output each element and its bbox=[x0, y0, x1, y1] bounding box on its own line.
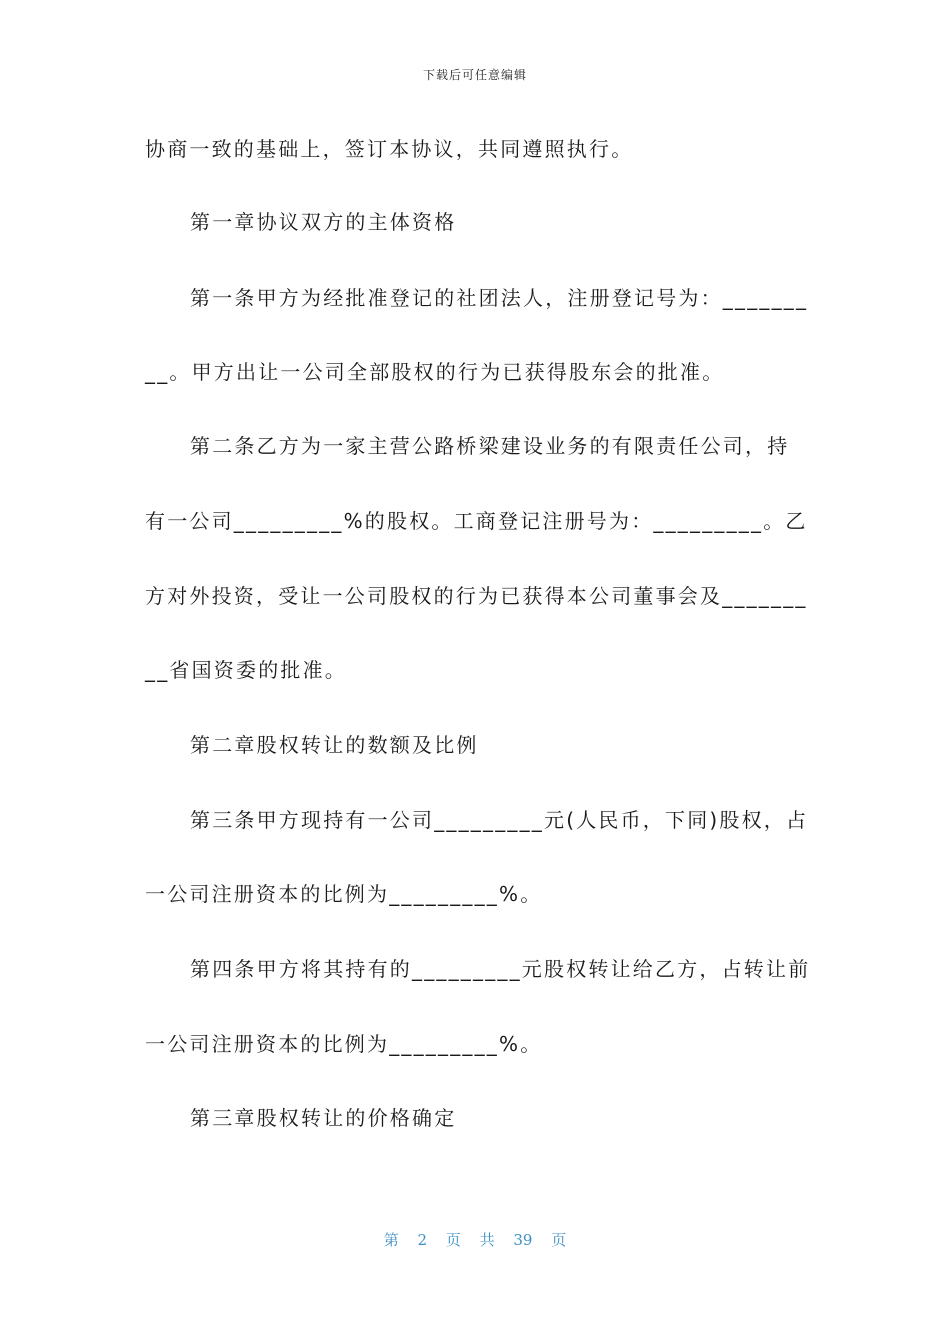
article-4-line-2: 一公司注册资本的比例为_________%。 bbox=[145, 1032, 543, 1056]
article-4-line-1: 第四条甲方将其持有的_________元股权转让给乙方，占转让前 bbox=[190, 957, 811, 981]
chapter-3-heading: 第三章股权转让的价格确定 bbox=[190, 1106, 457, 1130]
chapter-1-heading: 第一章协议双方的主体资格 bbox=[190, 210, 457, 234]
article-2-line-1: 第二条乙方为一家主营公路桥梁建设业务的有限责任公司，持 bbox=[190, 434, 790, 458]
article-1-line-1: 第一条甲方为经批准登记的社团法人，注册登记号为：_______ bbox=[190, 286, 809, 310]
article-3-line-1: 第三条甲方现持有一公司_________元(人民币，下同)股权，占 bbox=[190, 808, 809, 832]
article-2-line-4: __省国资委的批准。 bbox=[145, 658, 347, 682]
article-1-line-2: __。甲方出让一公司全部股权的行为已获得股东会的批准。 bbox=[145, 360, 725, 384]
page-header: 下载后可任意编辑 bbox=[422, 68, 527, 82]
body-line-1: 协商一致的基础上，签订本协议，共同遵照执行。 bbox=[145, 137, 634, 161]
article-2-line-2: 有一公司_________%的股权。工商登记注册号为：_________。乙 bbox=[145, 509, 808, 533]
article-2-line-3: 方对外投资，受让一公司股权的行为已获得本公司董事会及_______ bbox=[145, 584, 808, 608]
article-3-line-2: 一公司注册资本的比例为_________%。 bbox=[145, 882, 543, 906]
chapter-2-heading: 第二章股权转让的数额及比例 bbox=[190, 733, 479, 757]
page-number-footer: 第 2 页 共 39 页 bbox=[383, 1231, 567, 1249]
